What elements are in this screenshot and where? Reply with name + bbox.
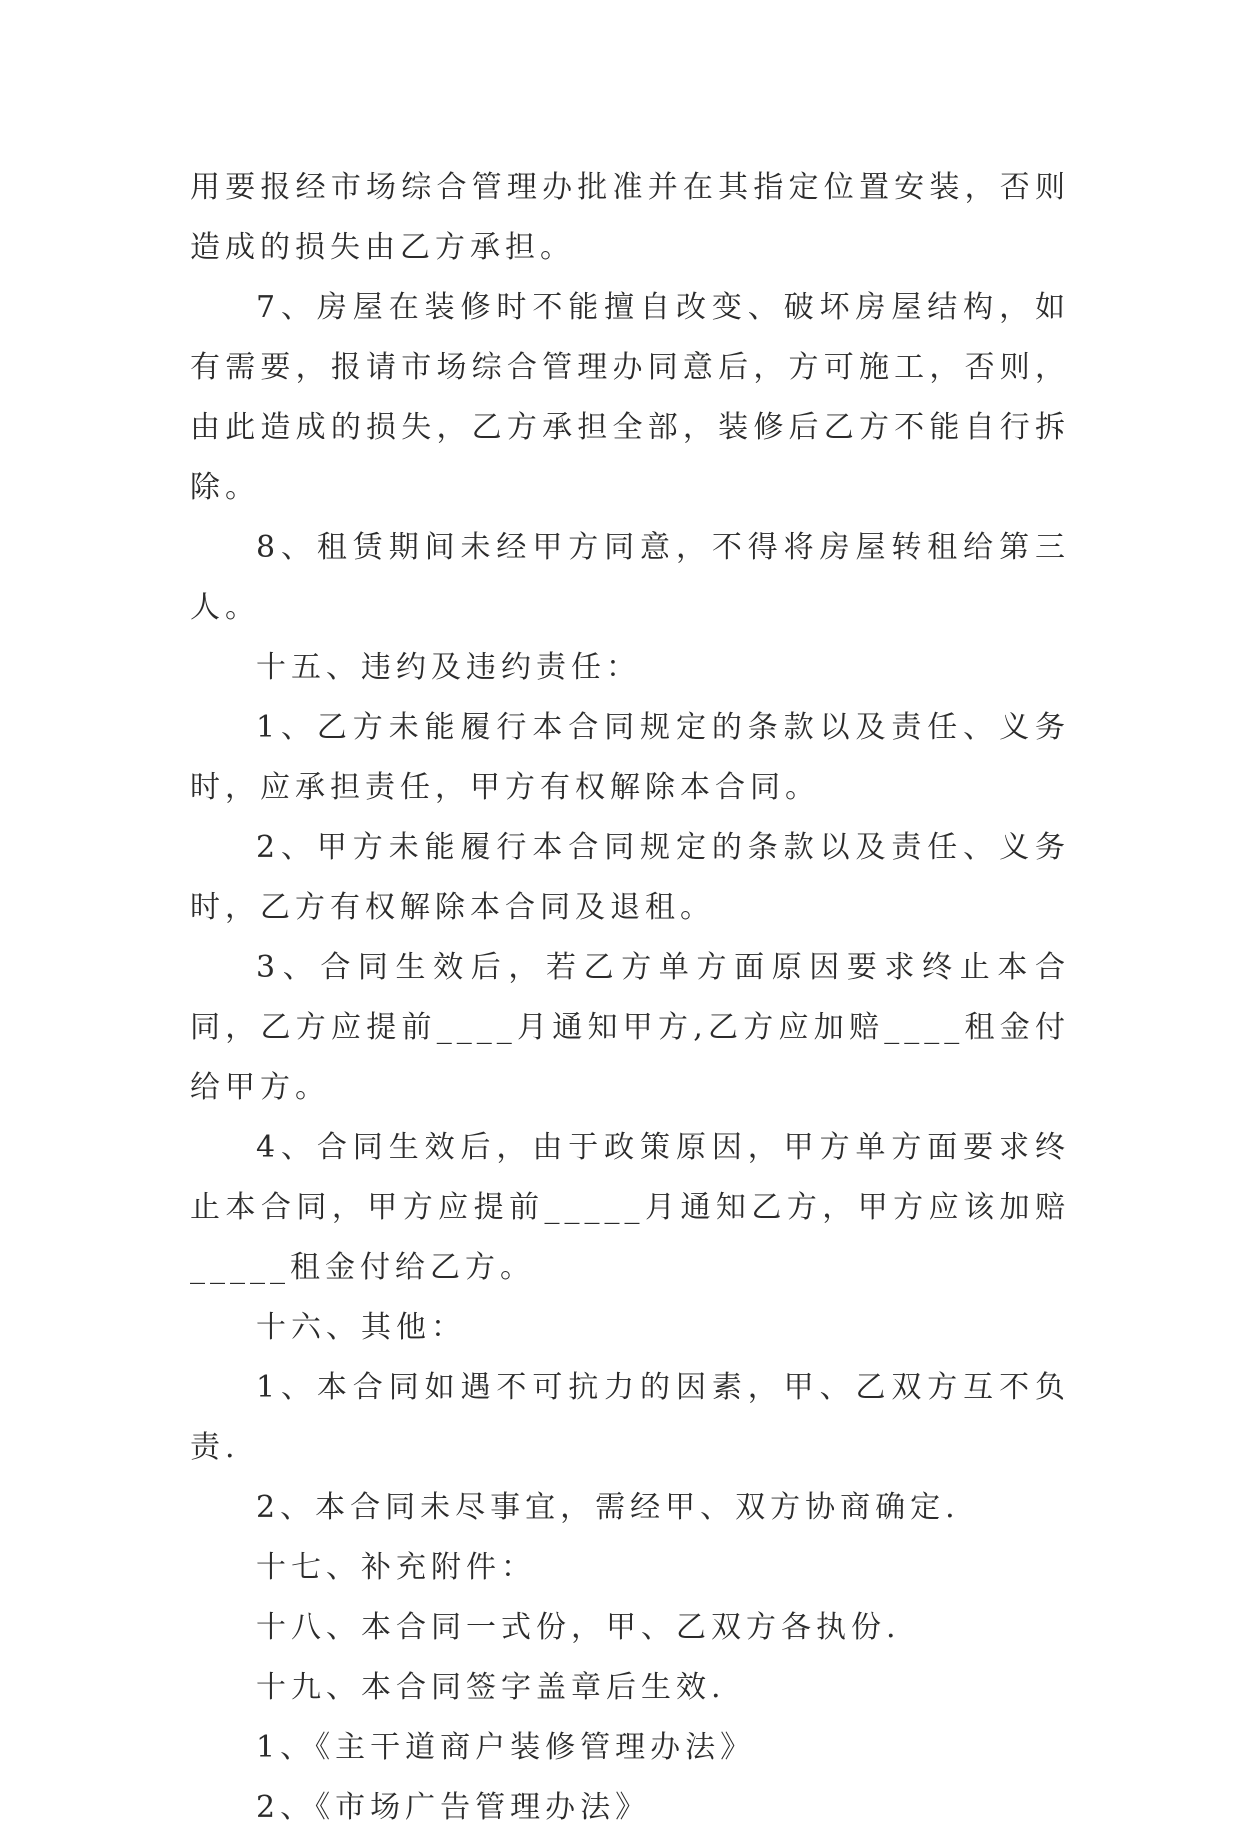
attachment-item-1: 1、《主干道商户装修管理办法》 — [256, 1730, 756, 1765]
paragraph-breach-clause-4: 4、合同生效后，由于政策原因，甲方单方面要求终止本合同，甲方应提前_____月通知乙方，甲方应该加赔_____租金付给乙方。 — [190, 1130, 1070, 1285]
document-body — [190, 158, 1070, 1838]
paragraph-breach-clause-1: 1、乙方未能履行本合同规定的条款以及责任、义务时，应承担责任，甲方有权解除本合同。 — [190, 710, 1070, 805]
paragraph-clause-8-sublease: 8、租赁期间未经甲方同意，不得将房屋转租给第三人。 — [190, 530, 1070, 625]
section-heading-15-breach: 十五、违约及违约责任： — [256, 650, 641, 685]
paragraph-other-clause-2: 2、本合同未尽事宜，需经甲、双方协商确定. — [256, 1490, 960, 1525]
paragraph-other-clause-1: 1、本合同如遇不可抗力的因素，甲、乙双方互不负责. — [190, 1370, 1070, 1465]
section-heading-17-attachments: 十七、补充附件： — [256, 1550, 536, 1585]
section-heading-18-copies: 十八、本合同一式份，甲、乙双方各执份. — [256, 1610, 901, 1645]
paragraph-breach-clause-2: 2、甲方未能履行本合同规定的条款以及责任、义务时，乙方有权解除本合同及退租。 — [190, 830, 1070, 925]
paragraph-clause-7-renovation: 7、房屋在装修时不能擅自改变、破坏房屋结构，如有需要，报请市场综合管理办同意后，方可施工，否则，由此造成的损失，乙方承担全部，装修后乙方不能自行拆除。 — [190, 290, 1070, 505]
paragraph-breach-clause-3: 3、合同生效后，若乙方单方面原因要求终止本合同，乙方应提前____月通知甲方,乙方应加赔____租金付给甲方。 — [190, 950, 1070, 1105]
attachment-item-2: 2、《市场广告管理办法》 — [256, 1790, 651, 1825]
section-heading-16-other: 十六、其他： — [256, 1310, 466, 1345]
paragraph-advertising-installation: 用要报经市场综合管理办批准并在其指定位置安装，否则造成的损失由乙方承担。 — [190, 170, 1070, 265]
section-heading-19-effective: 十九、本合同签字盖章后生效. — [256, 1670, 726, 1705]
